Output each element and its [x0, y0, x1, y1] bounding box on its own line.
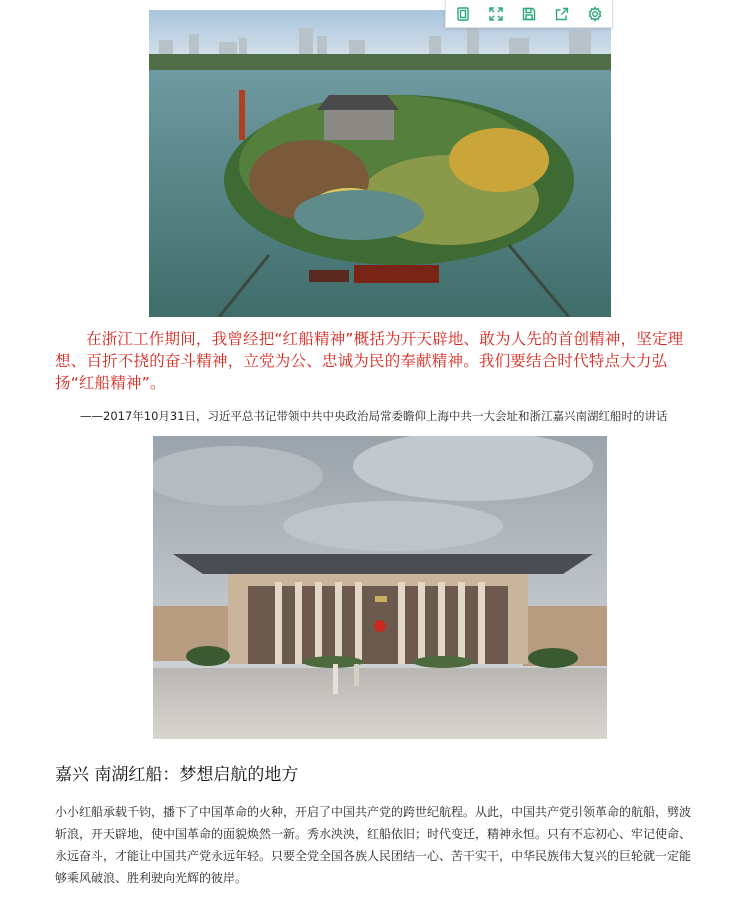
memorial-hall-photo — [153, 436, 607, 739]
settings-icon — [587, 6, 603, 22]
share-icon — [554, 6, 570, 22]
save-icon — [521, 6, 537, 22]
floating-toolbar — [445, 0, 613, 28]
nanhu-island-photo — [149, 10, 611, 317]
quote-text: 在浙江工作期间，我曾经把“红船精神”概括为开天辟地、敢为人先的首创精神，坚定理想、百折不挠的奋斗精神，立党为公、忠诚为民的奉献精神。我们要结合时代特点大力弘扬“红船精神”。 — [55, 330, 684, 392]
share-button[interactable] — [551, 3, 573, 25]
save-button[interactable] — [518, 3, 540, 25]
quote-source: ——2017年10月31日，习近平总书记带领中共中央政治局常委瞻仰上海中共一大会址和浙江嘉兴南湖红船时的讲话 — [80, 409, 668, 423]
body-paragraph: 小小红船承载千钧，播下了中国革命的火种，开启了中国共产党的跨世纪航程。从此，中国共产党引领革命的航船，劈波斩浪，开天辟地，使中国革命的面貌焕然一新。秀水泱泱，红船依旧；时代变迁，精神永恒。只有不忘初心、牢记使命、永远奋斗，才能让中国共产党永远年轻。只要全党全国各族人民团结一心、苦干实干，中华民族伟大复兴的巨轮就一定能够乘风破浪、胜利驶向光辉的彼岸。 — [55, 805, 692, 885]
settings-button[interactable] — [584, 3, 606, 25]
section-heading: 嘉兴 南湖红船：梦想启航的地方 — [55, 765, 299, 785]
copy-page-button[interactable] — [452, 3, 474, 25]
fullscreen-icon — [488, 6, 504, 22]
fullscreen-button[interactable] — [485, 3, 507, 25]
copy-page-icon — [455, 6, 471, 22]
